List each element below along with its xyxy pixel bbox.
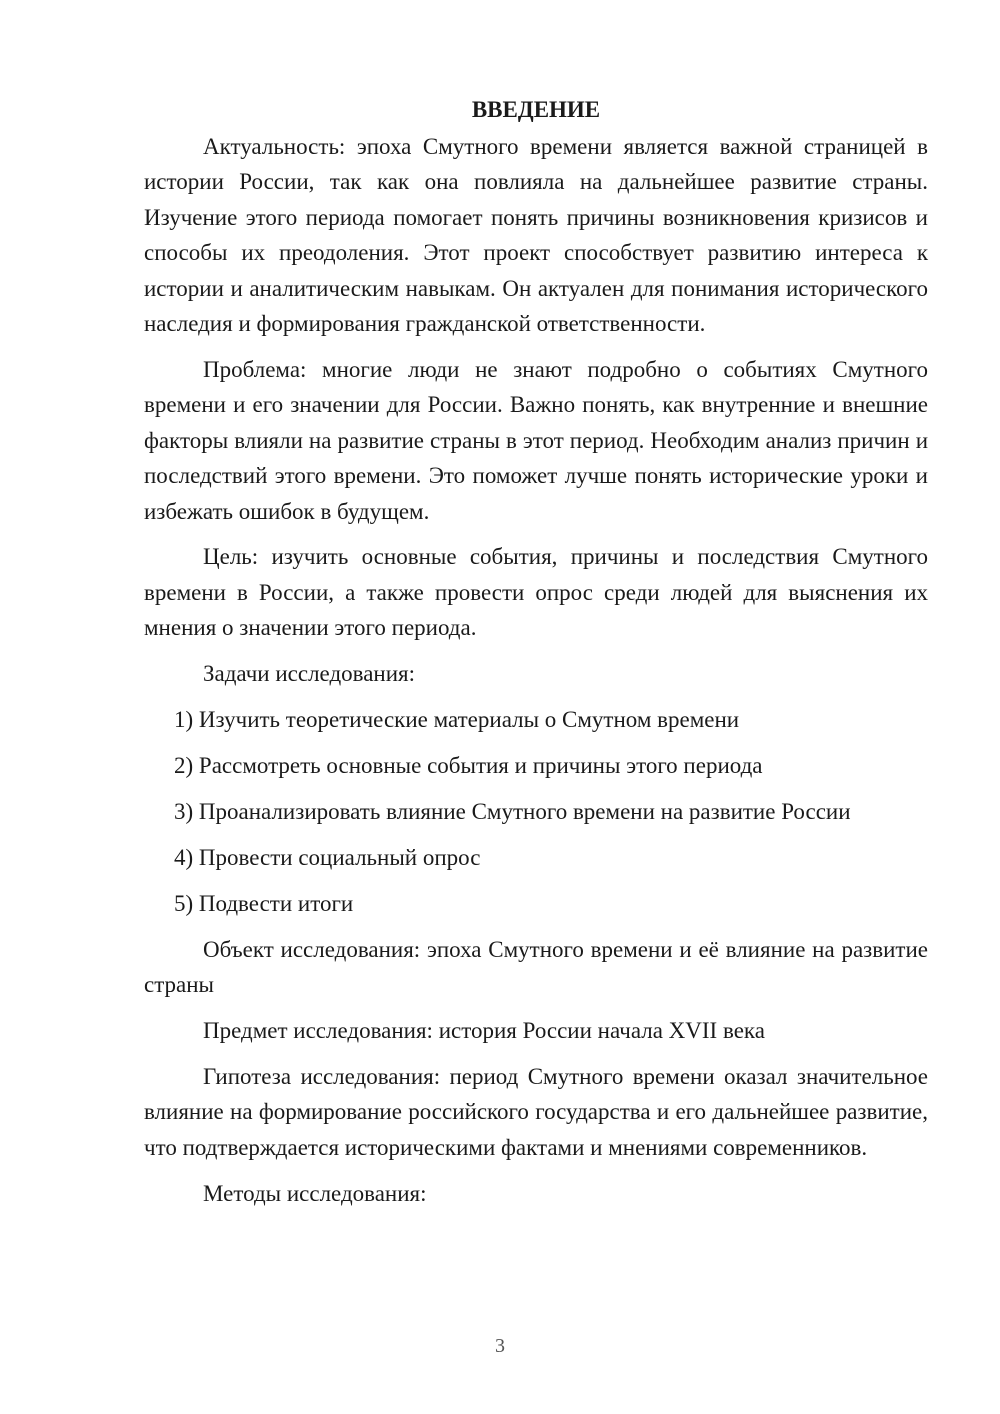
page-title: ВВЕДЕНИЕ (471, 97, 601, 122)
list-item: 1) Изучить теоретические материалы о Смутном времени (174, 707, 740, 733)
page-content (144, 92, 928, 1221)
paragraph-relevance: Актуальность: эпоха Смутного времени является важной страницей в истории России, так как она повлияла на дальнейшее развитие страны. Изучение этого периода помогает понять причины возникновения кризисов и способы их преодоления. Этот проект способствует развитию интереса к истории и аналитическим навыкам. Он актуален для понимания исторического наследия и формирования гражданской ответственности. (144, 134, 928, 337)
list-item: 5) Подвести итоги (174, 890, 354, 916)
paragraph-hypothesis: Гипотеза исследования: период Смутного времени оказал значительное влияние на формирование российского государства и его дальнейшее развитие, что подтверждается историческими фактами и мнениями современников. (144, 1063, 928, 1160)
paragraph-object: Объект исследования: эпоха Смутного времени и её влияние на развитие страны (144, 936, 928, 998)
paragraph-problem: Проблема: многие люди не знают подробно о событиях Смутного времени и его значении для России. Важно понять, как внутренние и внешние факторы влияли на развитие страны в этот период. Необходим анализ причин и последствий этого времени. Это поможет лучше понять исторические уроки и избежать ошибок в будущем. (144, 356, 928, 524)
list-item: 3) Проанализировать влияние Смутного времени на развитие России (174, 798, 851, 824)
paragraph-subject: Предмет исследования: история России начала XVII века (203, 1017, 765, 1043)
tasks-heading: Задачи исследования: (203, 661, 416, 687)
methods-heading: Методы исследования: (203, 1180, 427, 1206)
tasks-list (144, 702, 928, 921)
list-item: 4) Провести социальный опрос (174, 844, 481, 870)
paragraph-goal: Цель: изучить основные события, причины и последствия Смутного времени в России, а также провести опрос среди людей для выяснения их мнения о значении этого периода. (144, 544, 928, 641)
list-item: 2) Рассмотреть основные события и причины этого периода (174, 753, 763, 778)
page-number: 3 (495, 1335, 505, 1357)
